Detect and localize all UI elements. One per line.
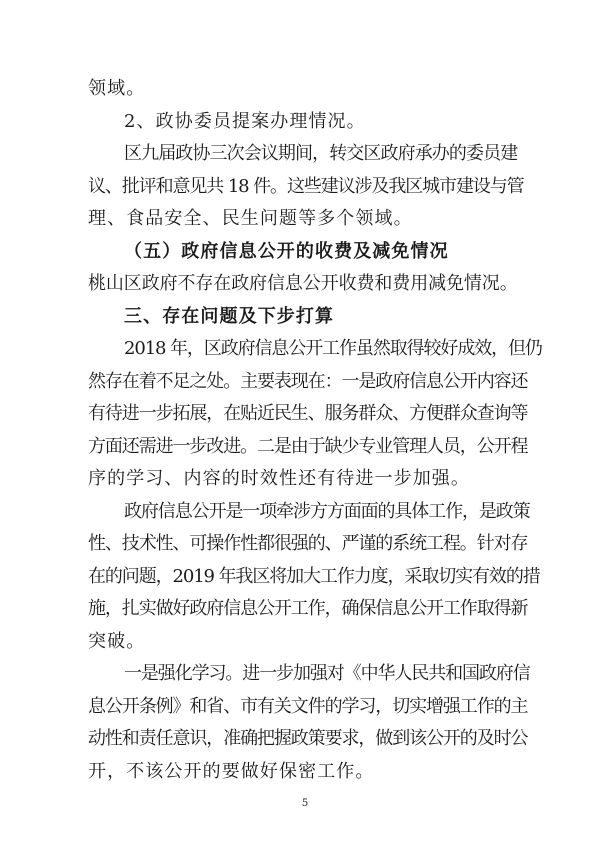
text-line: 息公开条例》和省、市有关文件的学习，切实增强工作的主 bbox=[88, 695, 528, 717]
text-line: 理、食品安全、民生问题等多个领域。 bbox=[88, 208, 413, 229]
page-number: 5 bbox=[301, 798, 309, 809]
text-line: 性、技术性、可操作性都很强的、严谨的系统工程。针对存 bbox=[88, 533, 528, 554]
text-line: 议、批评和意见共 18 件。这些建议涉及我区城市建设与管 bbox=[88, 175, 524, 197]
text-line: 开，不该公开的要做好保密工作。 bbox=[88, 760, 375, 782]
text-line: 区九届政协三次会议期间，转交区政府承办的委员建 bbox=[124, 143, 518, 164]
text-line: 在的问题，2019 年我区将加大工作力度，采取切实有效的措 bbox=[88, 565, 540, 587]
text-line: 方面还需进一步改进。二是由于缺少专业管理人员，公开程 bbox=[88, 435, 528, 457]
text-line: 施，扎实做好政府信息公开工作，确保信息公开工作取得新 bbox=[88, 598, 528, 619]
text-line: 一是强化学习。进一步加强对《中华人民共和国政府信 bbox=[124, 663, 530, 684]
text-line: 然存在着不足之处。主要表现在：一是政府信息公开内容还 bbox=[88, 370, 528, 392]
section-heading: 三、存在问题及下步打算 bbox=[124, 305, 335, 327]
text-line: 动性和责任意识，准确把握政策要求，做到该公开的及时公 bbox=[88, 728, 528, 749]
section-heading: （五）政府信息公开的收费及减免情况 bbox=[124, 240, 449, 262]
text-line: 2、政协委员提案办理情况。 bbox=[124, 110, 366, 132]
text-line: 桃山区政府不存在政府信息公开收费和费用减免情况。 bbox=[88, 273, 518, 294]
text-line: 序的学习、内容的时效性还有待进一步加强。 bbox=[88, 468, 470, 489]
text-line: 突破。 bbox=[88, 630, 146, 652]
document-body bbox=[88, 73, 542, 788]
text-line: 领域。 bbox=[88, 78, 146, 99]
text-line: 政府信息公开是一项牵涉方方面面的具体工作，是政策 bbox=[124, 500, 530, 522]
text-line: 2018 年，区政府信息公开工作虽然取得较好成效，但仍 bbox=[124, 338, 542, 359]
text-line: 有待进一步拓展，在贴近民生、服务群众、方便群众查询等 bbox=[88, 403, 528, 424]
